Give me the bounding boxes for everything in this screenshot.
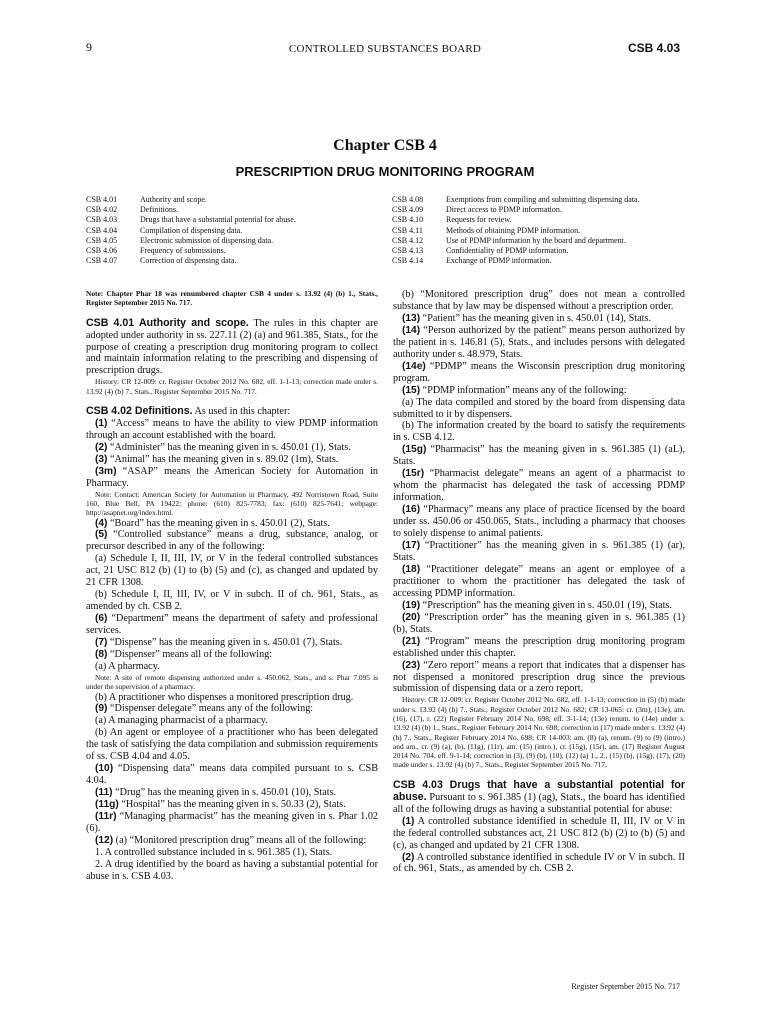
subparagraph: (b) An agent or employee of a practitioner who has been delegated the task of satisfying the data compilation and submission requirements of ss. CSB 4.04 and 4.05. [86, 727, 378, 763]
definition-text: “Controlled substance” means a drug, substance, analog, or precursor described in any of the following: [86, 529, 378, 553]
definition-text: (a) “Monitored prescription drug” means all of the following: [115, 834, 367, 846]
toc-title: Drugs that have a substantial potential for abuse. [140, 215, 296, 225]
definition [393, 852, 685, 876]
subparagraph: (a) A pharmacy. [95, 660, 160, 672]
definition-number: (15r) [402, 468, 425, 480]
definition-number: (2) [95, 441, 108, 453]
definition-number: (19) [402, 599, 421, 611]
definition-text: “Animal” has the meaning given in s. 89.02 (1m), Stats. [110, 453, 339, 465]
definition-number: (9) [95, 703, 108, 715]
definition [393, 612, 685, 636]
chapter-title: Chapter CSB 4 [333, 137, 437, 154]
toc-row [392, 226, 692, 236]
definition-number: (1) [95, 417, 108, 429]
subparagraph: (a) Schedule I, II, III, IV, or V in the federal controlled substances act, 21 USC 812 (b) (1) to (b) (5) and (c), as changed and updated by 21 CFR 1308. [86, 553, 378, 589]
section-text: Pursuant to s. 961.385 (1) (ag), Stats., the board has identified all of the following drugs as having a substantial potential for abuse: [393, 791, 685, 815]
history-note: History: CR 12-009: cr. Register October 2012 No. 682, eff. 1-1-13; correction in (5) (b) made under s. 13.92 (4) (b) 7., Stats., Register October 2012 No. 682; CR 13-065: cr. (3m), (13e), am. (16), (17), r. (22) Register February 2014 No. 698, eff. 3-1-14; (13e) renum. to (14e) under s. 13.92 (4) (b) 1., Stats., Register February 2014 No. 698; correction in (17) made under s. 13.92 (4) (b) 7., Stats., Register February 2014 No. 698; CR 14-003: am. (8) (a), renum. (9) to (9) (intro.) and am., cr. (9) (a), (b), (11g), (11r), am. (15) (intro.), cr. (15g), (15r), am. (17) Register August 2014 No. 704, eff. 9-1-14; correction in (3), (9) (b), (10), (12) (a) 1., 2., (15) (b), (15g), (17), (20) made under s. 13.92 (4) (b) 7., Stats., Register September 2015 No. 717. [393, 695, 685, 770]
toc-code: CSB 4.09 [392, 205, 424, 215]
subparagraph: 2. A drug identified by the board as having a substantial potential for abuse in s. CSB 4.03. [86, 858, 378, 882]
definition [393, 468, 685, 504]
definition [86, 811, 378, 835]
definition-text: “Drug” has the meaning given in s. 450.01 (10), Stats. [115, 787, 337, 799]
toc-row [392, 215, 692, 225]
definition [393, 313, 685, 325]
definition-text: “Dispenser” means all of the following: [110, 649, 273, 660]
definition [86, 613, 378, 637]
history-note: History: CR 12-009: cr. Register October 2012 No. 682, eff. 1-1-13; correction made under s. 13.92 (4) (b) 7., Stats., Register September 2015 No. 717. [86, 377, 378, 396]
definition-number: (2) [402, 851, 415, 863]
definition-number: (5) [95, 529, 108, 541]
definition-number: (11) [95, 787, 113, 799]
toc-title: Compilation of dispensing data. [140, 225, 243, 235]
definition-number: (17) [402, 540, 421, 552]
running-title: CONTROLLED SUBSTANCES BOARD [288, 43, 482, 55]
definition [86, 442, 378, 454]
toc-right [392, 195, 692, 266]
subparagraph: (b) “Monitored prescription drug” does not mean a controlled substance that by law may be dispensed without a prescription order. [393, 289, 685, 312]
definition-number: (3) [95, 453, 108, 465]
toc-code: CSB 4.01 [86, 195, 118, 204]
definition [393, 325, 685, 361]
toc-row [392, 236, 692, 246]
definition-text: “Zero report” means a report that indicates that a dispenser has not dispensed a monitored prescription drug since the previous submission of dispensing data or a zero report. [393, 659, 686, 695]
section-text: The rules in this chapter are adopted under authority in ss. 227.11 (2) (a) and 961.385, Stats., for the purpose of creating a prescription drug monitoring program to collect and maintain information relating to the prescribing and dispensing of prescription drugs. [86, 317, 378, 377]
definition-number: (21) [402, 635, 421, 647]
definition-text: “Hospital” has the meaning given in s. 50.33 (2), Stats. [121, 799, 346, 811]
definition [393, 504, 685, 540]
note: Note: A site of remote dispensing authorized under s. 450.062, Stats., and s. Phar 7.095 is under the supervision of a pharmacy. [86, 672, 378, 692]
definition-text: A controlled substance identified in schedule II, III, IV or V in the federal controlled substances act, 21 USC 812 (b) (2) to (b) (5) and (c), as changed and updated by 21 CFR 1308. [393, 815, 686, 851]
toc-row [392, 205, 692, 215]
section-4-03 [393, 780, 685, 816]
toc-row [86, 195, 386, 205]
definition-number: (15) [402, 384, 421, 396]
toc-title: Exemptions from compiling and submitting dispensing data. [446, 195, 640, 204]
definition-number: (13) [402, 312, 421, 324]
left-column [86, 289, 378, 883]
definition-text: “Dispense” has the meaning given in s. 450.01 (7), Stats. [110, 637, 343, 649]
subparagraph: (b) A practitioner who dispenses a monitored prescription drug. [95, 691, 354, 703]
definition [393, 816, 685, 852]
toc-row [86, 205, 386, 215]
toc-code: CSB 4.04 [86, 225, 118, 235]
definition-number: (14e) [402, 360, 426, 372]
definition-text: A controlled substance identified in schedule IV or V in subch. II of ch. 961, Stats., as amended by ch. CSB 2. [393, 851, 685, 875]
definition-text: “PDMP” means the Wisconsin prescription drug monitoring program. [393, 360, 686, 384]
definition-text: “Managing pharmacist” has the meaning given in s. Phar 1.02 (6). [86, 811, 379, 834]
definition-number: (10) [95, 763, 114, 775]
subparagraph: (b) Schedule I, II, III, IV, or V in subch. II of ch. 961, Stats., as amended by ch. CSB 2. [86, 589, 378, 613]
toc-title: Electronic submission of dispensing data. [140, 235, 274, 245]
toc-code: CSB 4.13 [392, 246, 424, 256]
definition [393, 540, 685, 564]
definition-text: “Dispensing data” means data compiled pursuant to s. CSB 4.04. [86, 763, 379, 787]
page-number: 9 [86, 40, 92, 54]
definition-text: “Dispenser delegate” means any of the following: [110, 703, 314, 715]
section-heading: CSB 4.01 Authority and scope. [86, 316, 249, 329]
toc-title: Requests for review. [446, 215, 512, 225]
header-section-code: CSB 4.03 [627, 41, 680, 55]
definition-number: (15g) [402, 444, 427, 456]
subparagraph: (b) The information created by the board to satisfy the requirements in s. CSB 4.12. [393, 420, 685, 444]
definition-text: “Program” means the prescription drug monitoring program established under this chapter. [393, 635, 685, 659]
definition [393, 600, 685, 612]
definition-text: “Pharmacy” means any place of practice licensed by the board under ss. 450.06 or 450.065, Stats., including a pharmacy that chooses to solely dispense to animal patients. [393, 504, 685, 540]
page-footer: Register September 2015 No. 717 [571, 982, 680, 991]
toc-title: Direct access to PDMP information. [446, 205, 562, 215]
definition-text: “Pharmacist delegate” means an agent of a pharmacist to whom the pharmacist has delegated the task of accessing PDMP information. [393, 468, 686, 504]
toc-left [86, 195, 386, 266]
toc-title: Frequency of submissions. [140, 246, 226, 256]
definition-number: (20) [402, 611, 421, 623]
definition-number: (18) [402, 563, 421, 575]
definition-text: “ASAP” means the American Society for Automation in Pharmacy. [86, 465, 378, 489]
definition [86, 703, 378, 715]
definition-number: (6) [95, 613, 108, 625]
definition [86, 763, 378, 787]
definition [393, 361, 685, 385]
toc-code: CSB 4.02 [86, 205, 118, 215]
definition-number: (12) [95, 834, 114, 846]
renumber-note: Note: Chapter Phar 18 was renumbered chapter CSB 4 under s. 13.92 (4) (b) 1., Stats., Register September 2015 No. 717. [86, 289, 378, 308]
toc-code: CSB 4.05 [86, 235, 118, 245]
definition-text: “Administer” has the meaning given in s. 450.01 (1), Stats. [110, 441, 351, 453]
definition [86, 529, 378, 553]
definition-number: (1) [402, 815, 415, 827]
definition-number: (7) [95, 637, 108, 649]
toc-row [86, 246, 386, 256]
definition-text: “Department” means the department of safety and professional services. [86, 613, 378, 637]
definition [86, 649, 378, 661]
definition [86, 799, 378, 811]
toc-title: Use of PDMP information by the board and department. [446, 235, 626, 245]
toc-row [392, 195, 692, 205]
toc-row [86, 256, 386, 266]
definition-text: “Prescription” has the meaning given in s. 450.01 (19), Stats. [422, 599, 672, 611]
toc-code: CSB 4.10 [392, 215, 424, 225]
definition-text: “Practitioner delegate” means an agent or employee of a practitioner to whom the practitioner has delegated the task of accessing PDMP information. [393, 563, 686, 599]
definition-text: “Patient” has the meaning given in s. 450.01 (14), Stats. [422, 312, 652, 324]
section-4-02 [86, 406, 378, 418]
toc-code: CSB 4.14 [392, 256, 424, 266]
toc-row [86, 215, 386, 225]
toc-row [86, 226, 386, 236]
toc-code: CSB 4.12 [392, 235, 424, 245]
toc-title: Correction of dispensing data. [140, 256, 237, 266]
right-column [393, 289, 685, 875]
toc-code: CSB 4.06 [86, 246, 118, 256]
definition-text: “PDMP information” means any of the following: [422, 384, 627, 396]
definition-number: (14) [402, 324, 421, 336]
definition [393, 564, 685, 600]
definition-number: (23) [402, 659, 421, 671]
definition-text: “Access” means to have the ability to view PDMP information through an account established with the board. [86, 417, 378, 441]
definition [86, 466, 378, 490]
toc-code: CSB 4.11 [392, 225, 423, 235]
toc-row [392, 256, 692, 266]
section-4-01 [86, 318, 378, 378]
definition [393, 660, 685, 696]
subparagraph: (a) A managing pharmacist of a pharmacy. [95, 715, 268, 727]
definition [86, 637, 378, 649]
section-text: As used in this chapter: [194, 405, 291, 417]
definition-number: (11g) [95, 799, 119, 811]
definition-number: (11r) [95, 811, 117, 823]
section-heading: CSB 4.02 Definitions. [86, 404, 193, 417]
toc-code: CSB 4.08 [392, 195, 424, 204]
toc-title: Definitions. [140, 205, 178, 215]
definition [393, 444, 685, 468]
definition-text: “Person authorized by the patient” means person authorized by the patient in s. 146.81 (5), Stats., and includes persons with delegated authority under s. 48.979, Stats. [393, 324, 685, 360]
toc-row [86, 236, 386, 246]
definition [393, 636, 685, 660]
definition-number: (8) [95, 649, 108, 660]
toc-title: Methods of obtaining PDMP information. [446, 225, 581, 235]
subparagraph: (a) The data compiled and stored by the board from dispensing data submitted to it by dispensers. [393, 396, 685, 420]
toc-title: Exchange of PDMP information. [446, 256, 552, 266]
definition [86, 787, 378, 799]
definition [86, 835, 378, 847]
definition-number: (16) [402, 504, 421, 516]
section-heading: CSB 4.03 Drugs that have a substantial potential for abuse. [393, 778, 685, 803]
chapter-subtitle: PRESCRIPTION DRUG MONITORING PROGRAM [235, 164, 535, 179]
definition-text: “Pharmacist” has the meaning given in s. 961.385 (1) (aL), Stats. [393, 444, 685, 468]
definition [393, 385, 685, 397]
definition-number: (3m) [95, 465, 117, 477]
toc-row [392, 246, 692, 256]
definition [86, 518, 378, 530]
toc-code: CSB 4.07 [86, 256, 118, 266]
toc-title: Confidentiality of PDMP information. [446, 246, 569, 256]
definition [86, 418, 378, 442]
definition [86, 454, 378, 466]
note: Note: Contact: American Society for Automation in Pharmacy, 492 Norristown Road, Suite 160, Blue Bell, PA 19422; phone: (610) 825-7783; fax: (610) 825-7641; webpage: http://asapnet.org/index.html. [86, 489, 378, 518]
definition-text: “Practitioner” has the meaning given in s. 961.385 (1) (ar), Stats. [393, 540, 686, 563]
definition-text: “Board” has the meaning given in s. 450.01 (2), Stats. [110, 517, 330, 529]
toc-title: Authority and scope. [140, 195, 207, 204]
subparagraph: 1. A controlled substance included in s. 961.385 (1), Stats. [95, 846, 333, 858]
definition-text: “Prescription order” has the meaning given in s. 961.385 (1) (b), Stats. [393, 611, 686, 635]
definition-number: (4) [95, 517, 108, 529]
toc-code: CSB 4.03 [86, 215, 118, 225]
